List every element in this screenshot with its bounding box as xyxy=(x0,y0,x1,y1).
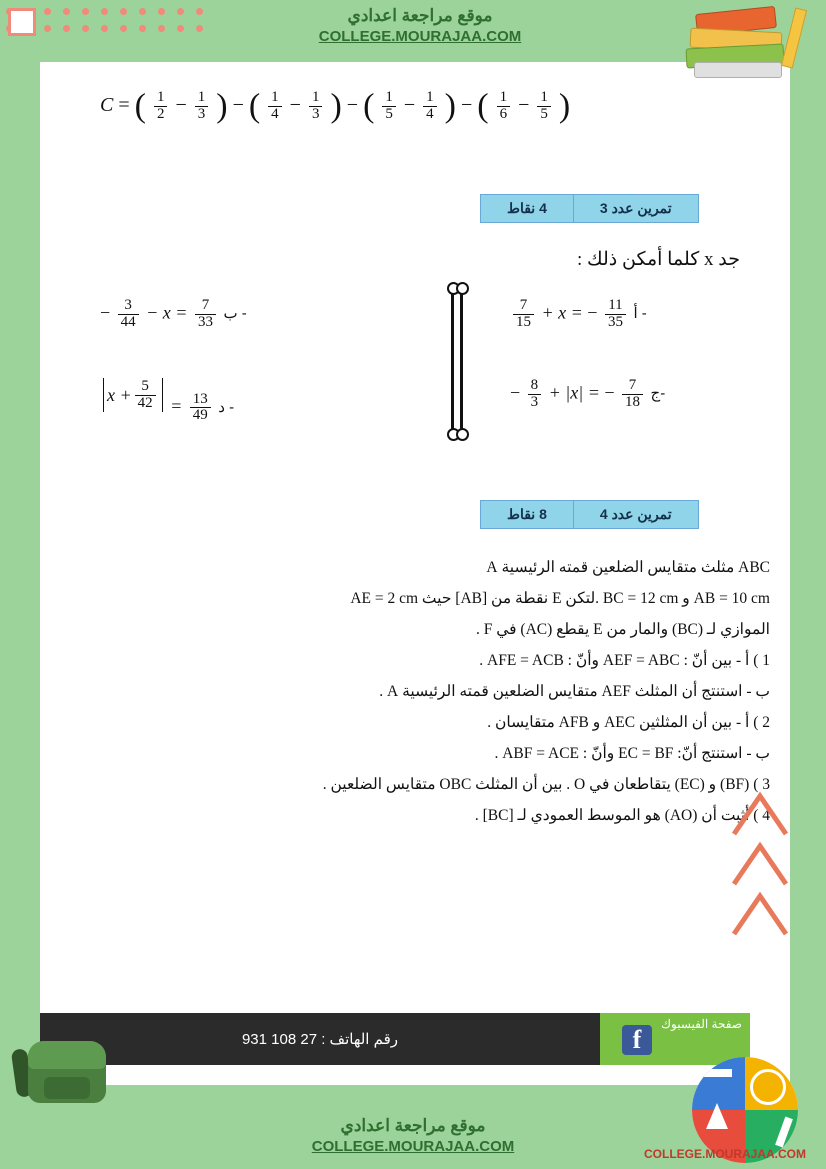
exercise-4-line: ب - استنتج أنّ: EC = BF وأنّ : ABF = ACE . xyxy=(494,745,770,762)
facebook-label: صفحة الفيسبوك xyxy=(661,1017,742,1031)
exercise-4-line: الموازي لـ (BC) والمار من E يقطع (AC) في F . xyxy=(475,621,770,638)
header-brand-arabic: موقع مراجعة اعدادي xyxy=(347,6,493,25)
exercise-3-item-a xyxy=(510,298,657,331)
frac-den: 18 xyxy=(622,394,643,411)
frac-den: 3 xyxy=(309,106,323,123)
frac-num: 1 xyxy=(499,89,508,105)
equation-sign: − xyxy=(100,302,111,323)
formula-op: − xyxy=(289,93,301,116)
formula-op: − xyxy=(403,93,416,116)
exercise-4-body xyxy=(40,552,788,831)
item-label-a: أ - xyxy=(633,305,647,323)
formula-sign: − xyxy=(346,93,359,116)
frac-den: 3 xyxy=(195,106,209,123)
item-label-d: د - xyxy=(218,399,235,416)
equation-sign: − xyxy=(510,382,521,403)
exercise-4-line: ب - استنتج أن المثلث AEF متقايس الضلعين قمته الرئيسية A . xyxy=(379,683,770,700)
formula-sign: − xyxy=(461,93,473,116)
frac-num: 8 xyxy=(530,377,539,393)
frac-den: 4 xyxy=(423,106,437,123)
exercise-3-points: 4 نقاط xyxy=(481,195,573,222)
facebook-icon[interactable]: f xyxy=(622,1025,652,1055)
exercise-3-question: جد x كلما أمكن ذلك : xyxy=(576,249,740,270)
page-frame-left xyxy=(0,0,40,1169)
frac-num: 1 xyxy=(311,89,320,105)
chevron-icon xyxy=(730,790,790,838)
header-brand xyxy=(240,6,600,45)
formula-sign: − xyxy=(232,93,244,116)
exercise-3-item-c xyxy=(510,378,675,411)
formula-c-label: C xyxy=(100,93,114,116)
page-frame-right xyxy=(790,0,826,1169)
chevron-icon xyxy=(730,890,790,938)
exercise-4-line: 1 ) أ - بين أنّ : AEF = ABC وأنّ : AFE = ACB . xyxy=(479,652,770,669)
vertical-separator xyxy=(445,280,469,440)
equation-inner: x + xyxy=(107,384,132,405)
exercise-4-line: 2 ) أ - بين أن المثلثين AEC و AFB متقايسان . xyxy=(487,714,770,731)
exercise-4-points: 8 نقاط xyxy=(481,501,573,528)
backpack-icon xyxy=(10,1019,120,1109)
frac-num: 11 xyxy=(608,297,623,313)
exercise-3-banner xyxy=(480,194,699,223)
frac-den: 49 xyxy=(190,407,211,424)
exercise-3-title: تمرين عدد 3 xyxy=(573,195,698,222)
exercise-4-title: تمرين عدد 4 xyxy=(573,501,698,528)
frac-den: 4 xyxy=(268,106,282,123)
equation-operator: − x = xyxy=(146,302,188,323)
document-content xyxy=(40,62,790,1085)
item-label-b: ب - xyxy=(223,305,247,323)
frac-den: 2 xyxy=(154,106,168,123)
frac-den: 5 xyxy=(382,106,396,123)
frac-den: 42 xyxy=(135,395,156,412)
frac-num: 13 xyxy=(192,390,208,407)
formula-c-equals: = xyxy=(118,93,130,116)
formula-c: C = ( $\frac{1}{2}$ − $\frac{1}{3}$ ) − ( $\frac{1}{4}$ − $\frac{1}{3}$ ) − ( $\frac{1}{5}$ − $\frac{1}{4}$ ) − ( $\frac{1}{6}$ − $\frac{1}{5}$ ) xyxy=(100,87,571,125)
absolute-value-group xyxy=(100,378,166,412)
frac-num: 3 xyxy=(124,297,132,313)
chevron-icon xyxy=(730,840,790,888)
frac-den: 15 xyxy=(513,314,534,331)
item-label-c: ج- xyxy=(650,385,666,403)
exercise-4-line: ABC مثلث متقايس الضلعين قمته الرئيسية A xyxy=(486,559,770,576)
frac-num: 1 xyxy=(540,89,548,105)
frac-num: 1 xyxy=(271,89,279,105)
frac-den: 44 xyxy=(118,314,139,331)
equation-operator: = xyxy=(170,396,183,416)
frac-num: 1 xyxy=(385,89,393,105)
formula-op: − xyxy=(175,93,187,116)
phone-label: رقم الهاتف : 27 108 931 xyxy=(241,1031,399,1048)
equation-operator: + |x| = xyxy=(548,382,600,403)
equation-operator: + x = xyxy=(541,302,583,323)
equation-sign: − xyxy=(587,302,598,323)
frac-den: 5 xyxy=(537,106,551,123)
exercise-4-line: 4 ) أثبت أن (AO) هو الموسط العمودي لـ [BC] . xyxy=(474,807,770,824)
frac-den: 33 xyxy=(195,314,216,331)
equation-sign: − xyxy=(604,382,615,403)
exercise-4-line: AB = 10 cm و BC = 12 cm .لتكن E نقطة من [AB] حيث AE = 2 cm xyxy=(350,590,770,607)
frac-num: 1 xyxy=(197,89,206,105)
exercise-3-item-b xyxy=(100,298,257,331)
header-brand-url: COLLEGE.MOURAJAA.COM xyxy=(318,28,522,45)
frac-num: 1 xyxy=(156,89,165,105)
footer-brand-url: COLLEGE.MOURAJAA.COM xyxy=(311,1138,515,1155)
frac-num: 1 xyxy=(426,89,434,105)
exercise-4-banner xyxy=(480,500,699,529)
exercise-3-item-d xyxy=(100,378,244,424)
phone-bar xyxy=(40,1013,600,1065)
frac-den: 6 xyxy=(497,106,511,123)
frac-den: 3 xyxy=(528,394,542,411)
frac-num: 7 xyxy=(519,297,528,313)
dot-decoration xyxy=(6,8,216,50)
frac-num: 7 xyxy=(628,377,637,393)
footer-corner-url: COLLEGE.MOURAJAA.COM xyxy=(644,1147,806,1161)
exercise-4-line: 3 ) (BF) و (EC) يتقاطعان في O . بين أن المثلث OBC متقايس الضلعين . xyxy=(322,776,770,793)
corner-square-decoration xyxy=(8,8,36,36)
formula-op: − xyxy=(518,93,530,116)
frac-num: 7 xyxy=(201,297,210,313)
frac-den: 35 xyxy=(605,314,626,331)
frac-num: 5 xyxy=(141,377,149,394)
footer-brand-arabic: موقع مراجعة اعدادي xyxy=(340,1116,486,1135)
